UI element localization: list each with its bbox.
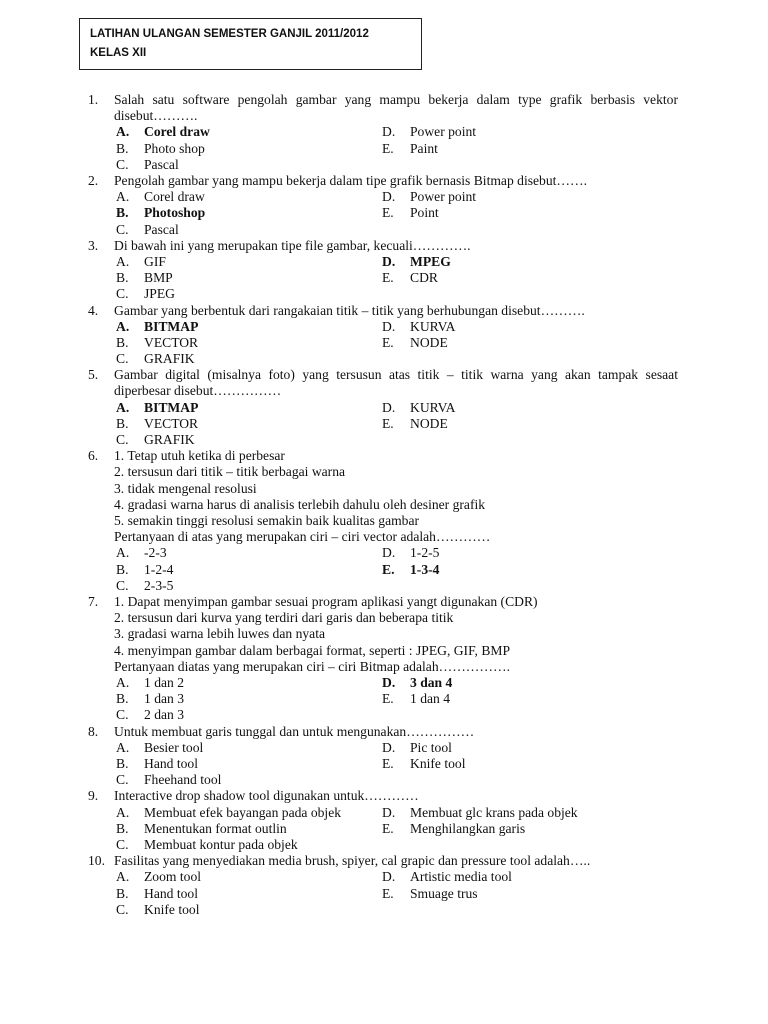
option-c: C. Membuat kontur pada objek [116, 836, 298, 852]
statement-item: 4. menyimpan gambar dalam berbagai format, seperti : JPEG, GIF, BMP [114, 642, 511, 658]
question-8 [88, 724, 678, 789]
question-text: Gambar yang berbentuk dari rangakaian titik – titik yang berhubungan disebut………. [114, 302, 585, 318]
statement-item: 3. tidak mengenal resolusi [114, 480, 257, 496]
option-d: D. Pic tool [382, 739, 452, 755]
option-d: D. KURVA [382, 318, 456, 334]
option-c: C. 2-3-5 [116, 577, 174, 593]
question-text: Untuk membuat garis tunggal dan untuk mengunakan…………… [114, 723, 475, 739]
option-e: E. 1-3-4 [382, 561, 440, 577]
option-e: E. Paint [382, 140, 438, 156]
question-text: Pengolah gambar yang mampu bekerja dalam tipe grafik bernasis Bitmap disebut……. [114, 172, 588, 188]
question-list [88, 92, 678, 918]
statement-item: 3. gradasi warna lebih luwes dan nyata [114, 626, 326, 642]
question-text: Pertanyaan di atas yang merupakan ciri – ciri vector adalah………… [114, 529, 491, 545]
option-e: E. NODE [382, 334, 448, 350]
option-c: C. JPEG [116, 286, 175, 302]
option-a: A. -2-3 [116, 545, 167, 561]
option-b: B. 1 dan 3 [116, 691, 185, 707]
option-d: D. 3 dan 4 [382, 675, 453, 691]
options [88, 805, 678, 854]
option-d: D. KURVA [382, 399, 456, 415]
option-a: A. Membuat efek bayangan pada objek [116, 804, 342, 820]
options [88, 124, 678, 173]
option-c: C. Pascal [116, 221, 179, 237]
exam-title: LATIHAN ULANGAN SEMESTER GANJIL 2011/2012 [90, 28, 369, 40]
question-3 [88, 238, 678, 303]
question-4 [88, 303, 678, 368]
option-b: B. Photoshop [116, 205, 206, 221]
option-e: E. Point [382, 205, 439, 221]
question-number: 8. [88, 723, 99, 739]
options [88, 869, 678, 918]
options [88, 189, 678, 238]
question-text: Fasilitas yang menyediakan media brush, spiyer, cal grapic dan pressure tool adalah….. [114, 853, 591, 869]
option-d: D. MPEG [382, 253, 451, 269]
option-a: A. Besier tool [116, 739, 204, 755]
question-9 [88, 788, 678, 853]
options [88, 254, 678, 303]
options [88, 400, 678, 449]
statement-item: 2. tersusun dari titik – titik berbagai warna [114, 464, 346, 480]
question-6 [88, 448, 678, 594]
question-number: 9. [88, 788, 99, 804]
options [88, 545, 678, 594]
option-e: E. CDR [382, 270, 438, 286]
question-1 [88, 92, 678, 173]
option-c: C. 2 dan 3 [116, 707, 185, 723]
question-text: Interactive drop shadow tool digunakan untuk………… [114, 788, 419, 804]
class-label: KELAS XII [90, 47, 147, 59]
question-text: Pertanyaan diatas yang merupakan ciri – ciri Bitmap adalah……………. [114, 658, 510, 674]
statement-item: 4. gradasi warna harus di analisis terlebih dahulu oleh desiner grafik [114, 496, 486, 512]
option-d: D. Artistic media tool [382, 869, 512, 885]
options [88, 740, 678, 789]
option-c: C. Pascal [116, 156, 179, 172]
option-e: E. 1 dan 4 [382, 691, 451, 707]
question-number: 6. [88, 448, 99, 464]
option-b: B. Hand tool [116, 755, 198, 771]
option-a: A. Zoom tool [116, 869, 202, 885]
option-d: D. Power point [382, 124, 477, 140]
statement-item: 5. semakin tinggi resolusi semakin baik kualitas gambar [114, 513, 420, 529]
question-number: 10. [88, 853, 105, 869]
option-d: D. Power point [382, 189, 477, 205]
option-a: A. BITMAP [116, 399, 199, 415]
statement-item: 1. Tetap utuh ketika di perbesar [114, 448, 285, 464]
option-c: C. Knife tool [116, 901, 200, 917]
question-number: 2. [88, 172, 99, 188]
options [88, 675, 678, 724]
option-c: C. GRAFIK [116, 351, 195, 367]
question-5 [88, 367, 678, 448]
statement-item: 1. Dapat menyimpan gambar sesuai program aplikasi yangt digunakan (CDR) [114, 594, 538, 610]
option-e: E. NODE [382, 415, 448, 431]
option-b: B. Hand tool [116, 885, 198, 901]
option-a: A. 1 dan 2 [116, 675, 185, 691]
question-2 [88, 173, 678, 238]
option-b: B. 1-2-4 [116, 561, 174, 577]
exam-header-box [79, 18, 422, 70]
option-d: D. Membuat glc krans pada objek [382, 804, 578, 820]
option-a: A. BITMAP [116, 318, 199, 334]
question-number: 1. [88, 92, 99, 107]
question-number: 7. [88, 594, 99, 610]
options [88, 319, 678, 368]
option-e: E. Menghilangkan garis [382, 820, 526, 836]
option-e: E. Smuage trus [382, 885, 478, 901]
option-a: A. Corel draw [116, 189, 205, 205]
option-c: C. Fheehand tool [116, 772, 222, 788]
question-text: Di bawah ini yang merupakan tipe file gambar, kecuali…………. [114, 237, 471, 253]
option-b: B. BMP [116, 270, 173, 286]
statement-item: 2. tersusun dari kurva yang terdiri dari garis dan beberapa titik [114, 610, 454, 626]
option-b: B. VECTOR [116, 415, 199, 431]
option-b: B. Menentukan format outlin [116, 820, 287, 836]
option-e: E. Knife tool [382, 755, 466, 771]
question-number: 3. [88, 237, 99, 253]
question-10 [88, 853, 678, 918]
question-number: 5. [88, 367, 99, 383]
question-text: Gambar digital (misalnya foto) yang tersusun atas titik – titik warna yang akan tampak sesaat diperbesar disebut…………… [114, 367, 678, 399]
question-text: Salah satu software pengolah gambar yang mampu bekerja dalam type grafik berbasis vektor disebut………. [114, 92, 678, 124]
option-c: C. GRAFIK [116, 432, 195, 448]
option-b: B. VECTOR [116, 334, 199, 350]
question-number: 4. [88, 302, 99, 318]
question-7 [88, 594, 678, 724]
option-a: A. Corel draw [116, 124, 210, 140]
option-d: D. 1-2-5 [382, 545, 440, 561]
option-a: A. GIF [116, 253, 166, 269]
option-b: B. Photo shop [116, 140, 205, 156]
